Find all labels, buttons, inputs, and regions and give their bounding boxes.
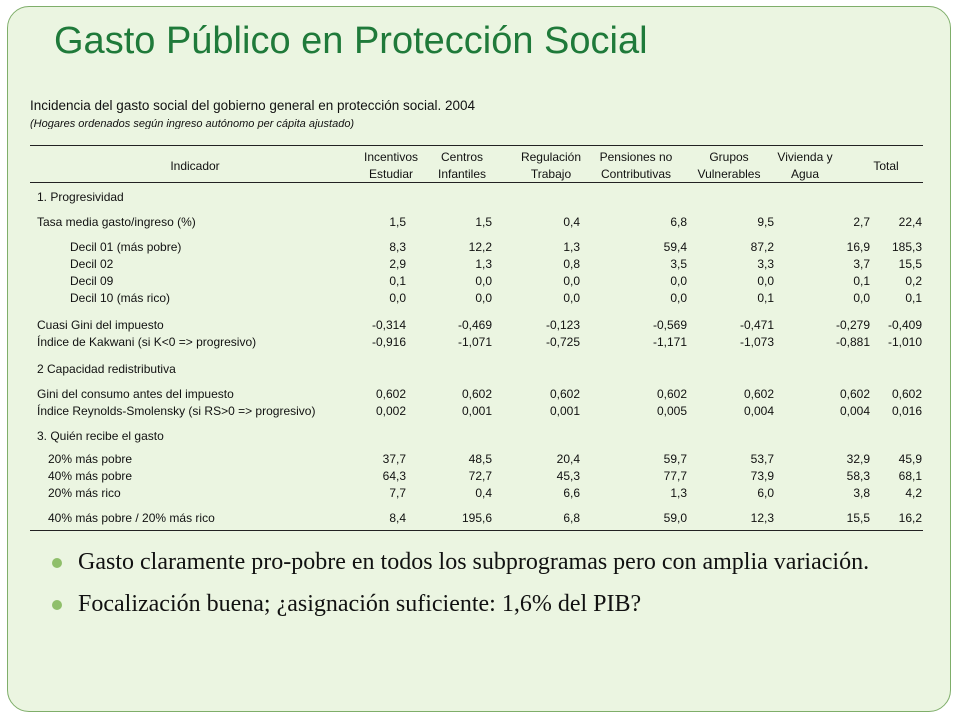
table-cell: 0,602 [656, 387, 687, 401]
table-cell: 0,0 [389, 291, 406, 305]
table-cell: 2,7 [853, 215, 870, 229]
table-cell: 59,4 [663, 240, 687, 254]
row-label: Cuasi Gini del impuesto [37, 318, 164, 332]
table-cell: 3,7 [853, 257, 870, 271]
column-header-line2: Trabajo [530, 167, 572, 181]
table-cell: 3,5 [670, 257, 687, 271]
column-header-line2: Infantiles [437, 167, 487, 181]
slide-title: Gasto Público en Protección Social [54, 20, 648, 62]
table-cell: 185,3 [891, 240, 922, 254]
row-label: 40% más pobre [48, 469, 133, 483]
table-cell: 1,5 [475, 215, 492, 229]
row-label: Tasa media gasto/ingreso (%) [37, 215, 196, 229]
column-header-line1: Incentivos [363, 150, 419, 164]
table-cell: -0,471 [739, 318, 774, 332]
column-header-line2: Vulnerables [697, 167, 761, 181]
row-label: 20% más rico [48, 486, 121, 500]
table-cell: -0,916 [371, 335, 406, 349]
table-cell: -0,314 [371, 318, 406, 332]
column-header-line2: Contributivas [600, 167, 672, 181]
table-cell: 16,2 [898, 511, 922, 525]
table-cell: 1,3 [563, 240, 580, 254]
table-cell: -0,881 [835, 335, 870, 349]
column-header-line1: Regulación [520, 150, 582, 164]
section-heading: 1. Progresividad [37, 190, 124, 204]
row-label: Índice de Kakwani (si K<0 => progresivo) [37, 335, 257, 349]
table-cell: -0,569 [652, 318, 687, 332]
table-cell: 59,7 [663, 452, 687, 466]
table-cell: 32,9 [846, 452, 870, 466]
table-cell: 73,9 [750, 469, 774, 483]
table-cell: 45,3 [556, 469, 580, 483]
table-cell: 0,1 [853, 274, 870, 288]
table-cell: 15,5 [846, 511, 870, 525]
table-cell: 0,8 [563, 257, 580, 271]
table-cell: 64,3 [382, 469, 406, 483]
table-cell: -0,279 [835, 318, 870, 332]
row-label: Decil 01 (más pobre) [70, 240, 182, 254]
table-cell: 1,3 [475, 257, 492, 271]
table-cell: -0,123 [545, 318, 580, 332]
table-cell: 0,005 [656, 404, 687, 418]
table-cell: 0,602 [461, 387, 492, 401]
table-cell: -1,171 [652, 335, 687, 349]
bullet-item [52, 588, 912, 621]
row-label: Índice Reynolds-Smolensky (si RS>0 => progresivo) [37, 404, 316, 418]
table-cell: 72,7 [468, 469, 492, 483]
table-cell: 0,0 [563, 274, 580, 288]
section-heading: 3. Quién recibe el gasto [37, 429, 164, 443]
table-cell: 0,602 [839, 387, 870, 401]
table-cell: 0,1 [905, 291, 922, 305]
bullet-item [52, 546, 912, 579]
table-cell: 8,4 [389, 511, 406, 525]
indicator-column-header: Indicador [170, 159, 220, 173]
row-label: Decil 02 [70, 257, 114, 271]
section-heading: 2 Capacidad redistributiva [37, 362, 176, 376]
table-cell: 0,004 [839, 404, 870, 418]
table-caption: Incidencia del gasto social del gobierno general en protección social. 2004 [30, 98, 476, 113]
table-cell: 22,4 [898, 215, 922, 229]
table-cell: 6,8 [563, 511, 580, 525]
table-cell: 53,7 [750, 452, 774, 466]
table-cell: 15,5 [898, 257, 922, 271]
table-cell: 2,9 [389, 257, 406, 271]
column-header-line2: Estudiar [368, 167, 414, 181]
table-cell: 3,8 [853, 486, 870, 500]
table-cell: 0,0 [853, 291, 870, 305]
table-cell: -0,725 [545, 335, 580, 349]
table-cell: 0,001 [461, 404, 492, 418]
table-cell: 0,004 [743, 404, 774, 418]
bullet-dot-icon [52, 600, 62, 610]
table-subcaption: (Hogares ordenados según ingreso autónomo per cápita ajustado) [30, 118, 355, 129]
table-cell: 0,0 [475, 274, 492, 288]
table-cell: 0,0 [475, 291, 492, 305]
table-cell: 68,1 [898, 469, 922, 483]
table-cell: -1,073 [739, 335, 774, 349]
column-header-line1: Grupos [709, 150, 749, 164]
bullet-text: Gasto claramente pro-pobre en todos los subprogramas pero con amplia variación. [78, 549, 870, 575]
table-cell: 0,1 [757, 291, 774, 305]
table-cell: 6,8 [670, 215, 687, 229]
table-cell: 6,6 [563, 486, 580, 500]
table-cell: 0,001 [549, 404, 580, 418]
table-cell: 16,9 [846, 240, 870, 254]
table-cell: 0,0 [670, 274, 687, 288]
column-header: Total [873, 159, 899, 173]
column-header-line2: Agua [790, 167, 820, 181]
table-cell: 3,3 [757, 257, 774, 271]
table-cell: 8,3 [389, 240, 406, 254]
table-cell: 0,602 [891, 387, 922, 401]
row-label: Decil 10 (más rico) [70, 291, 171, 305]
table-cell: -0,409 [887, 318, 922, 332]
table-cell: -1,010 [887, 335, 922, 349]
table-cell: 0,602 [549, 387, 580, 401]
header-bottom-rule [30, 182, 923, 183]
table-cell: 0,0 [757, 274, 774, 288]
table-cell: 0,016 [891, 404, 922, 418]
table-cell: 0,002 [375, 404, 406, 418]
table-cell: 1,5 [389, 215, 406, 229]
table-cell: 45,9 [898, 452, 922, 466]
table-cell: 58,3 [846, 469, 870, 483]
table-cell: 1,3 [670, 486, 687, 500]
table-cell: 0,4 [563, 215, 580, 229]
bullet-text: Focalización buena; ¿asignación suficiente: 1,6% del PIB? [78, 591, 642, 617]
table-cell: 59,0 [663, 511, 687, 525]
table-cell: 12,3 [750, 511, 774, 525]
table-top-rule [30, 145, 923, 146]
table-cell: 6,0 [757, 486, 774, 500]
table-cell: 195,6 [461, 511, 492, 525]
table-cell: 12,2 [468, 240, 492, 254]
table-cell: 9,5 [757, 215, 774, 229]
table-cell: 0,602 [743, 387, 774, 401]
table-cell: 0,1 [389, 274, 406, 288]
table-cell: 37,7 [382, 452, 406, 466]
row-label: Gini del consumo antes del impuesto [37, 387, 234, 401]
table-cell: 0,2 [905, 274, 922, 288]
bullet-dot-icon [52, 558, 62, 568]
table-cell: 4,2 [905, 486, 922, 500]
table-cell: 20,4 [556, 452, 580, 466]
row-label: 40% más pobre / 20% más rico [48, 511, 215, 525]
bullet-list [52, 546, 912, 621]
column-header-line1: Vivienda y [777, 150, 833, 164]
table-cell: 7,7 [389, 486, 406, 500]
table-cell: 0,0 [670, 291, 687, 305]
table-cell: 0,4 [475, 486, 492, 500]
table-cell: 48,5 [468, 452, 492, 466]
row-label: Decil 09 [70, 274, 114, 288]
row-label: 20% más pobre [48, 452, 133, 466]
table-bottom-rule [30, 530, 923, 531]
table-cell: 0,0 [563, 291, 580, 305]
table-cell: 77,7 [663, 469, 687, 483]
table-cell: 0,602 [375, 387, 406, 401]
table-cell: 87,2 [750, 240, 774, 254]
table-cell: -0,469 [457, 318, 492, 332]
table-cell: -1,071 [457, 335, 492, 349]
column-header-line1: Pensiones no [599, 150, 673, 164]
column-header-line1: Centros [440, 150, 484, 164]
